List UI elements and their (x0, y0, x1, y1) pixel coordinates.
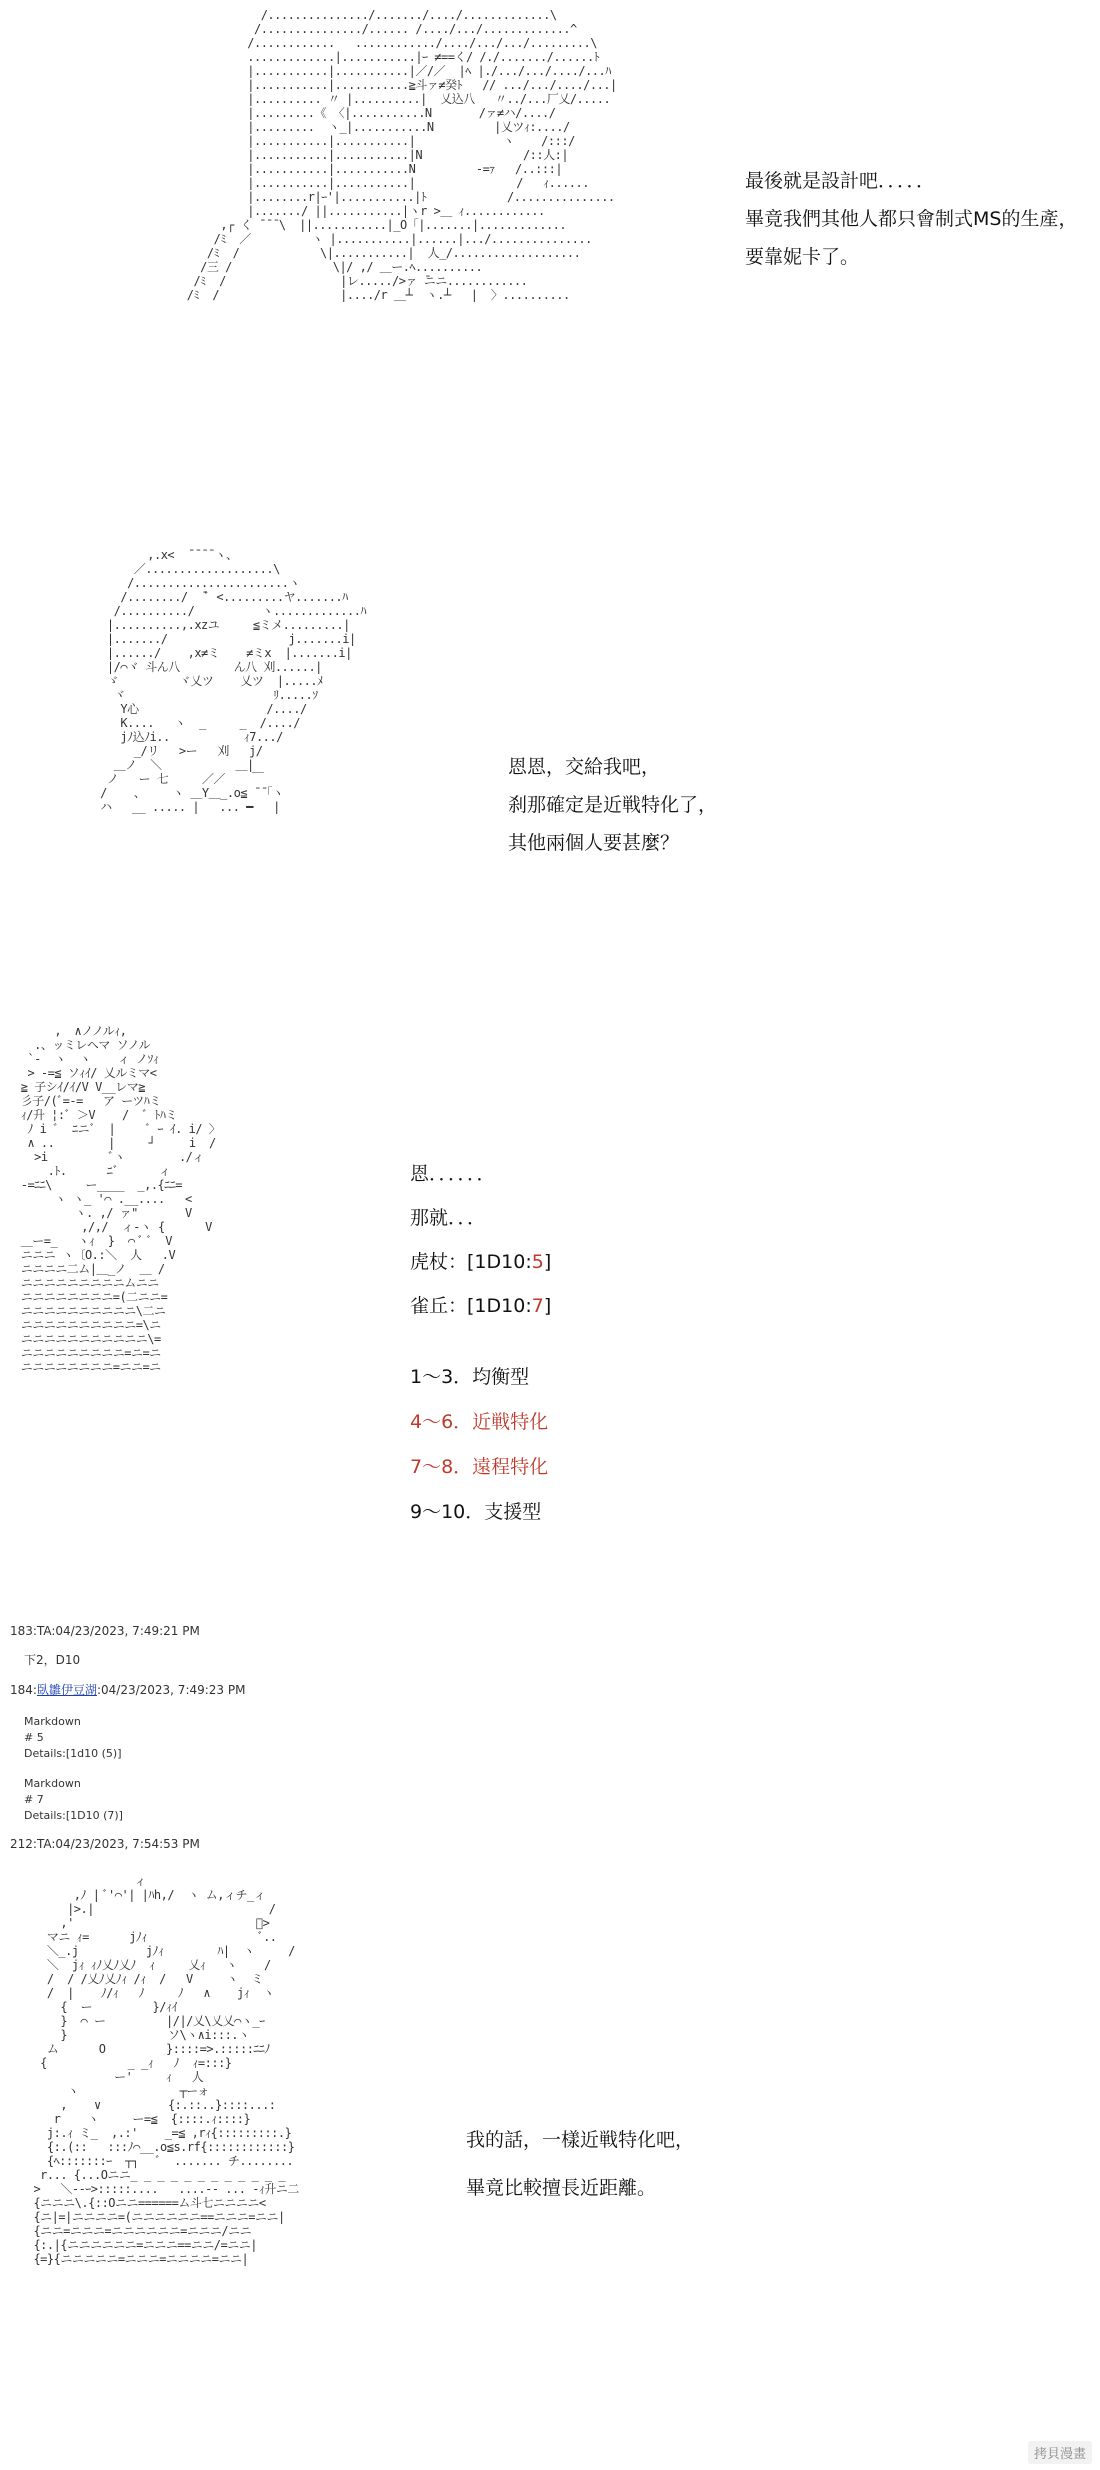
dice-then-line: 那就．．． (410, 1207, 487, 1229)
dice-tiger-close: ] (543, 1251, 552, 1273)
dice-tiger-line (410, 1240, 551, 1284)
dice-tiger-label: 虎杖： (410, 1251, 468, 1273)
panel-4 (0, 1870, 1100, 2460)
ascii-art-figure-2: ,.x< ̄ ̄ ̄ ̄ ヽ、 ／...................\ /.......................ヽ /......../ ̄ ﾞ <.........ヤ.......ﾊ /........../ ヽ.............ﾊ |..........,.xzユ ≦ミメ.........| |......./ j.......i| |....../ ,x≠ミ ≠ミx |.......i| |/⌒ヾ 斗ん八 ん八 刈......| ゞ ヾ乂ツ 乂ツ |.....ﾒ ヾ ﾘ.....ｿ Y心 /..../ K.... ヽ _ _ /..../ jﾉ込ﾉi.. ｨ7.../ _/リ >ー 刈 j/ ＿ノ ＼ ＿| ノ ー 七 ／／ ￣ / 、 ヽ ＿Y＿_.o≦ ̄ ̄「ヽ ハ __ ..... | ... ━ | (100, 548, 366, 814)
dice-options (410, 1355, 548, 1535)
dialogue-4 (466, 2116, 694, 2212)
roll-1-label: Markdown (24, 1715, 81, 1728)
dialogue-line: 刹那確定是近戦特化了， (508, 794, 718, 816)
ascii-art-figure-3: , ∧ノノルｨ, .、ッミレヘマ ソノル `- ヽ ヽ ィ ノｿｨ > -=≦ ソｨｲ/ 乂ルミマ< ≧ 子シｲ/ｲ/V V__レマ≧ 彡子/(ﾞ=-= ア ーツﾊミ ｨ/升 ¦:ﾞ ＞V / ﾞ ﾄﾊミ ﾉ i ﾞ ﾆニﾞ | ﾞ ｰ ｲ. i/ 〉 ∧ .. | ┘ i / >i ﾞヽ ./ィ .ﾄ. ﾆﾞ ィ -=ﾆﾆ\ ー____ _,.{ﾆﾆ= ヽ ヽ_ '⌒ .__.... < ヽ. ,/ ァ" V ,/,/ ィ-ヽ { V ＿ー=_ ヽｨ } ⌒ ﾞ ﾞ V ニニニ ヽ〔O.:＼ 人 .V ニニニニ二ム|＿_ノ ＿ / ニニニニニニニニニムニニ ニニニニニニニニ=(二ニニ= ニニニニニニニニニニ\二ニ ニニニニニニニニニニ=\ニ ニニニニニニニニニニニ\= ニニニニニニニニニ=ニ=ニ ニニニニニニニニ=ニニ=ニ (20, 1024, 221, 1374)
dice-option: 1～3．均衡型 (410, 1366, 530, 1388)
dice-sparrow-line (410, 1284, 551, 1328)
dialogue-line: 其他兩個人要甚麼？ (508, 832, 680, 854)
dice-sparrow-value: 7 (531, 1295, 544, 1317)
dialogue-line: 要靠妮卡了。 (745, 246, 860, 268)
dice-intro (410, 1152, 551, 1328)
panel-1 (0, 0, 1100, 525)
dialogue-line: 我的話，一樣近戦特化吧， (466, 2129, 695, 2151)
dice-sparrow-close: ] (543, 1295, 552, 1317)
roll-2-value: # 7 (24, 1793, 44, 1806)
dialogue-line: 恩恩，交給我吧， (508, 756, 661, 778)
dialogue-1 (745, 162, 1077, 276)
dice-tiger-value: 5 (531, 1251, 544, 1273)
watermark-logo: 拷貝漫畫 (1028, 2441, 1092, 2464)
dice-option: 9～10．支援型 (410, 1501, 542, 1523)
dice-intro-line: 恩．．．．．． (410, 1163, 496, 1185)
post-184-author-link[interactable]: 臥雛伊豆湖 (36, 1683, 97, 1697)
post-183-header: 183:TA:04/23/2023, 7:49:21 PM (10, 1624, 200, 1638)
ascii-art-figure-4: ィ ,ﾉ | ﾞ'⌒'| |ﾊh,/ ヽ ム,ィチ_ィ |>.| / ,' ﾞ> マニ ｨ= jﾉｨ ﾞ.. ＼_.j jﾉｨ ﾊ| ヽ / ＼ jｨ ｨﾉ乂ﾉ乂ﾉ ｨ 乂ｨ ヽ / / / /乂ﾉ乂ﾉｨ /ｨ / V ヽ ミ / | ﾉ/ｨ ﾉ ﾉ ∧ jｨ ヽ { ー }/ｨｲ } ⌒ ー |/|/乂\乂乂⌒ヽ_ｰ } ソ\ヽ∧i:::.ヽ ム O }::::=>.:::::ﾆﾆﾉ { _ _ｨ ﾉ ｨ=:::} ー' ｨ 人 ヽ ┬ーォ , ∨ {:.::..}::::...: r ヽ ー=≦ {::::.ｨ::::} j:.ｨ ミ_ ,.:' _=≦ ,rｨ{:::::::::.} {:.(:: :::ﾉ⌒__.o≦s.rf{::::::::::::} {ﾍ:::::::ｰ ┬┐ ﾞ ....... チ........ r... {...Oニニ_ _ _ _ _ _ _ _ _ _ _ _ > ＼--ｰ>:::::.... ....-- ... -ｨ升ニ二 {ニニニ\.{::Oニニ======ム斗七ニニニニ< {ニ|=|ニニニニ=(ニニニニニニ==ニニニ=ニニ| {ニニ=ニニニ=ニニニニニニ=ニニニ/ニニ {:.|{ニニニニニニ=ニニニ==ニニ/=ニニ| {=}{ニニニニニ=ニニニ=ニニニニ=ニニ| (33, 1874, 299, 2266)
dialogue-line: 最後就是設計吧．．．．． (745, 170, 936, 192)
ascii-art-figure-1: /.............../......./..../.............\ /.............../...... /..../.../.............^ /............ ............/..../.../.../.........\ .............|...........|ｰ ≠==く/ /./......./......ﾄ |...........|...........|／/／ |ﾍ |./.../.../..../...ﾊ |...........|...........≧斗ァ≠癸ﾄ // .../.../..../...| |.......... 〃 |..........| 乂込八 〃../...厂乂/..... |.........《 〈|...........N /ァ≠ハ/..../ |......... ヽ_|...........N |乂ツｨ:..../ |...........|...........| ヽ /:::/ |...........|...........|N /::人:| |...........|...........N -=ｧ /..:::| |...........|...........| / ｨ...... |........r|ｰ'|...........|ﾄ /............... |......./ ||...........|ヽr >＿ ｨ............ ,┌ く ̄ ̄ ̄ \ ||...........|_O「|.......|............. /ﾐ ／ ヽ |...........|......|.../............... /ﾐ / \|...........| 人_/................... /三 / \|/ ,/ ＿ー.ﾍ.......... /ﾐ / |レ...../>ァ ̄ニニ............ /ﾐ / |..../r ＿┴ ヽ.┴ | 〉.......... (186, 8, 617, 302)
dice-option-highlight: 4～6．近戦特化 (410, 1411, 549, 1433)
post-184-time: :04/23/2023, 7:49:23 PM (96, 1683, 246, 1697)
dice-option-highlight: 7～8．遠程特化 (410, 1456, 549, 1478)
post-184-number: 184: (10, 1683, 37, 1697)
post-184-header (10, 1682, 245, 1698)
panel-2 (0, 540, 1100, 1010)
post-183-body: 下2，D10 (24, 1653, 81, 1667)
roll-2-details: Details:[1D10 (7)] (24, 1809, 123, 1822)
dialogue-line: 畢竟比較擅長近距離。 (466, 2177, 657, 2199)
dialogue-line: 畢竟我們其他人都只會制式MS的生產， (745, 208, 1078, 230)
roll-1-value: # 5 (24, 1731, 44, 1744)
dice-sparrow-label: 雀丘： (410, 1295, 468, 1317)
dialogue-2 (508, 748, 717, 862)
roll-1-details: Details:[1d10 (5)] (24, 1747, 122, 1760)
post-212-header: 212:TA:04/23/2023, 7:54:53 PM (10, 1837, 200, 1851)
dice-sparrow-roll: [1D10: (467, 1295, 532, 1317)
dice-tiger-roll: [1D10: (467, 1251, 532, 1273)
roll-2-label: Markdown (24, 1777, 81, 1790)
